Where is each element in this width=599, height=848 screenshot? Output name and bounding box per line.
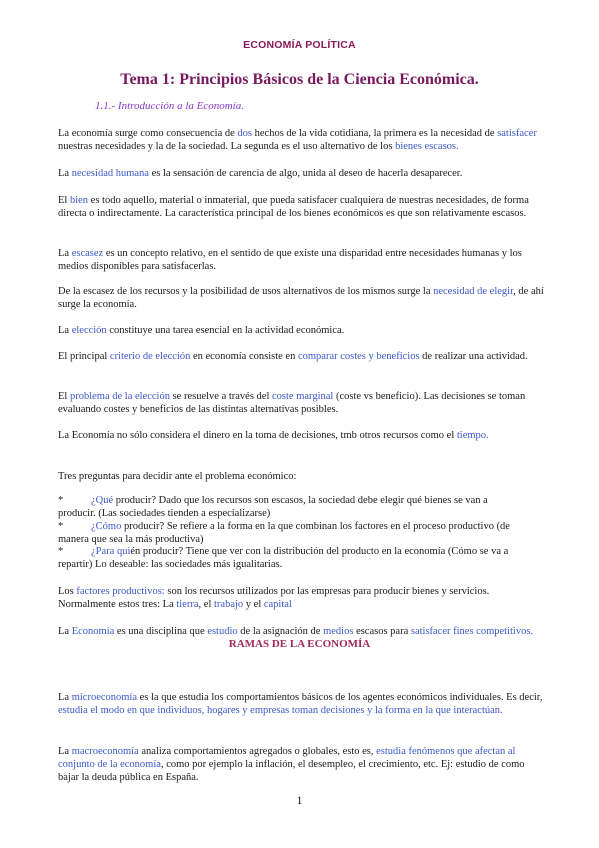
paragraph-economia-disciplina [58, 625, 546, 638]
text-run: son los recursos utilizados por las empresas para producir bienes y servicios. Normalmente estos tres: La [58, 586, 490, 610]
text-run: La [58, 248, 72, 259]
text-run: analiza comportamientos agregados o globales, esto es, [138, 746, 377, 757]
highlighted-term: tiempo. [456, 430, 489, 441]
text-run: de realizar una actividad. [419, 351, 528, 362]
bullet-item-que [58, 494, 546, 520]
highlighted-term: ¿Qué [91, 495, 114, 506]
text-run: se resuelve a través del [169, 391, 273, 402]
highlighted-term: problema de la elección [69, 391, 170, 402]
bullet-first-line [58, 520, 546, 533]
paragraph-factores-productivos [58, 585, 546, 611]
highlighted-term: escasez [71, 248, 104, 259]
text-run: El [58, 195, 70, 206]
text-run: Tres preguntas para decidir ante el problema económico: [58, 471, 297, 482]
highlighted-term: medios [323, 626, 354, 637]
highlighted-term: estudia el modo en que individuos, hogares y empresas toman decisiones y la forma en la que interactúan. [58, 705, 503, 716]
bullet-continuation: producir. (Las sociedades tienden a especializarse) [58, 508, 271, 519]
text-run: Los [58, 586, 77, 597]
highlighted-term: estudio [207, 626, 238, 637]
highlighted-term: macroeconomía [71, 746, 139, 757]
text-run: es la sensación de carencia de algo, unida al deseo de hacerla desaparecer. [148, 168, 463, 179]
highlighted-term: microeconomía [71, 692, 138, 703]
page-number: 1 [296, 793, 303, 807]
highlighted-term: Economía [71, 626, 115, 637]
highlighted-term: comparar costes y beneficios [297, 351, 420, 362]
paragraph-microeconomia [58, 691, 546, 717]
text-run: constituye una tarea esencial en la actividad económica. [106, 325, 345, 336]
text-run: , de ahí surge la economía. [58, 286, 544, 310]
highlighted-term: bien [69, 195, 89, 206]
highlighted-term: trabajo [214, 599, 244, 610]
text-run: hechos de la vida cotidiana, la primera es la necesidad de [252, 128, 498, 139]
text-run: La economía surge como consecuencia de [58, 128, 238, 139]
section-heading-ramas: RAMAS DE LA ECONOMÍA [228, 638, 371, 650]
highlighted-term: elección [71, 325, 107, 336]
bullet-first-line [58, 494, 546, 507]
highlighted-term: ¿Para qui [91, 546, 131, 557]
paragraph-necesidad-elegir [58, 285, 546, 311]
paragraph-escasez [58, 247, 546, 273]
text-run: , el [198, 599, 214, 610]
text-run: y el [243, 599, 264, 610]
course-title: ECONOMÍA POLÍTICA [243, 39, 356, 51]
text-run: escasos para [353, 626, 411, 637]
highlighted-term: ¿Cómo [91, 521, 122, 532]
bullet-item-para-quien [58, 545, 546, 571]
highlighted-term: necesidad de elegir [433, 286, 514, 297]
highlighted-term: satisfacer fines competitivos. [410, 626, 534, 637]
paragraph-eleccion [58, 324, 546, 337]
highlighted-term: capital [263, 599, 292, 610]
highlighted-term: tierra [176, 599, 199, 610]
text-run: es todo aquello, material o inmaterial, que pueda satisfacer cualquiera de nuestras necesidades, de forma directa o indirectamente. La característica principal de los bienes económicos es que son relativamente escasos. [58, 195, 529, 219]
text-run: La [58, 692, 72, 703]
highlighted-term: estudia fenómenos que afectan al conjunto de la economía [58, 746, 516, 770]
highlighted-term: satisfacer [497, 128, 537, 139]
text-run: én producir? Tiene que ver con la distribución del producto en la economía (Cómo se va a [130, 546, 509, 557]
subsection-title: 1.1.- Introducción a la Economía. [95, 100, 244, 112]
text-run: es una disciplina que [114, 626, 208, 637]
text-run: El [58, 391, 70, 402]
text-run: es un concepto relativo, en el sentido de que existe una disparidad entre necesidades humanas y los medios disponibles para satisfacerlas. [58, 248, 522, 272]
bullet-marker: * [58, 546, 64, 557]
bullet-continuation: manera que sea la más productiva) [58, 534, 204, 545]
bullet-marker: * [58, 495, 64, 506]
bullet-continuation: repartir) Lo deseable: las sociedades más igualitarias. [58, 559, 283, 570]
highlighted-term: factores productivos: [76, 586, 165, 597]
text-run: producir? Se refiere a la forma en la que combinan los factores en el proceso productivo (de [121, 521, 510, 532]
highlighted-term: coste marginal [272, 391, 334, 402]
text-run: El principal [58, 351, 110, 362]
paragraph-necesidad-humana [58, 167, 546, 180]
text-run: (coste vs beneficio). Las decisiones se toman evaluando costes y beneficios de las distintas alternativas posibles. [58, 391, 526, 415]
paragraph-macroeconomia [58, 745, 546, 784]
text-run: La [58, 325, 72, 336]
text-run: , como por ejemplo la inflación, el desempleo, el crecimiento, etc. Ej: estudio de como bajar la deuda pública en España. [58, 759, 525, 783]
text-run: De la escasez de los recursos y la posibilidad de usos alternativos de los mismos surge la [58, 286, 434, 297]
paragraph-bien [58, 194, 546, 220]
text-run: de la asignación de [237, 626, 324, 637]
highlighted-term: bienes escasos. [395, 141, 459, 152]
paragraph-tiempo [58, 429, 546, 442]
text-run: en economía consiste en [190, 351, 298, 362]
paragraph-tres-preguntas [58, 470, 546, 483]
paragraph-criterio-eleccion [58, 350, 546, 363]
paragraph-problema-eleccion [58, 390, 546, 416]
text-run: La [58, 168, 72, 179]
paragraph-economia-surge [58, 127, 546, 153]
bullet-item-como [58, 520, 546, 546]
bullet-first-line [58, 545, 546, 558]
text-run: nuestras necesidades y la de la sociedad. La segunda es el uso alternativo de los [58, 141, 396, 152]
highlighted-term: necesidad humana [71, 168, 149, 179]
highlighted-term: dos [237, 128, 252, 139]
text-run: es la que estudia los comportamientos básicos de los agentes económicos individuales. Es decir, [137, 692, 543, 703]
highlighted-term: criterio de elección [109, 351, 191, 362]
text-run: La [58, 746, 72, 757]
tema-title: Tema 1: Principios Básicos de la Ciencia Económica. [120, 71, 479, 88]
text-run: producir? Dado que los recursos son escasos, la sociedad debe elegir qué bienes se van a [113, 495, 488, 506]
text-run: La [58, 626, 72, 637]
text-run: La Economía no sólo considera el dinero en la toma de decisiones, tmb otros recursos como el [58, 430, 457, 441]
bullet-marker: * [58, 521, 64, 532]
